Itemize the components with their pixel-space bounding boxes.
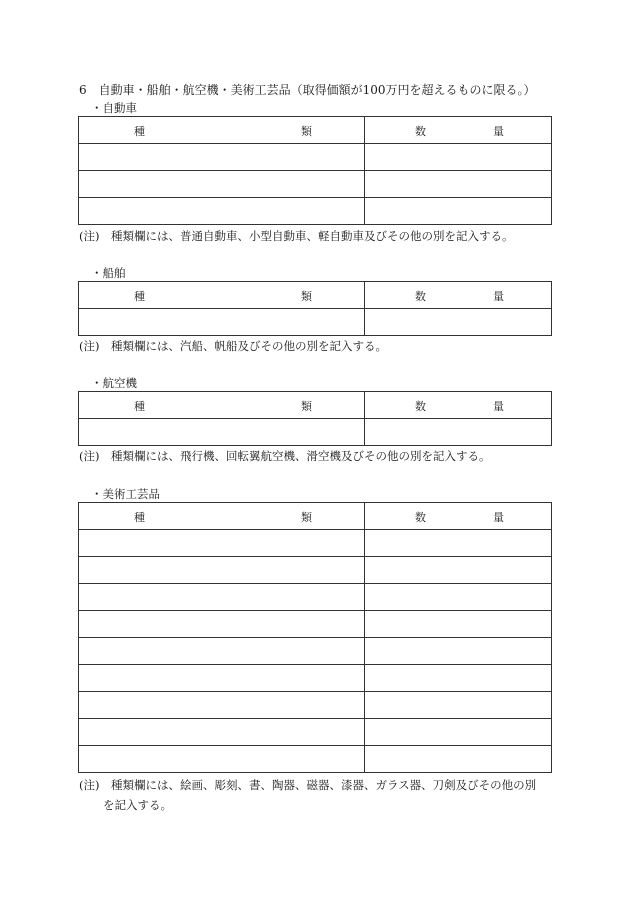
ship-title: ・船舶 [91, 266, 126, 280]
art-note [79, 775, 536, 815]
kind-header-char-b: 類 [301, 400, 312, 413]
quantity-cell[interactable] [365, 557, 552, 584]
kind-cell[interactable] [79, 665, 365, 692]
quantity-cell[interactable] [365, 746, 552, 773]
quantity-cell[interactable] [365, 530, 552, 557]
kind-cell[interactable] [79, 419, 365, 446]
table-row [79, 144, 552, 171]
ship-note-line: (注) 種類欄には、汽船、帆船及びその他の別を記入する。 [79, 339, 387, 353]
car-table [78, 116, 552, 225]
kind-header-char-b: 類 [301, 125, 312, 138]
table-row [79, 719, 552, 746]
table-row [79, 530, 552, 557]
kind-cell[interactable] [79, 719, 365, 746]
quantity-header [365, 117, 552, 144]
table-header-row [79, 392, 552, 419]
table-row [79, 309, 552, 336]
kind-cell[interactable] [79, 557, 365, 584]
kind-cell[interactable] [79, 198, 365, 225]
quantity-cell[interactable] [365, 309, 552, 336]
table-row [79, 692, 552, 719]
aircraft-note-line: (注) 種類欄には、飛行機、回転翼航空機、滑空機及びその他の別を記入する。 [79, 449, 491, 463]
kind-header [79, 503, 365, 530]
table-row [79, 611, 552, 638]
car-title: ・自動車 [91, 101, 137, 115]
kind-cell[interactable] [79, 584, 365, 611]
car-note-line: (注) 種類欄には、普通自動車、小型自動車、軽自動車及びその他の別を記入する。 [79, 229, 514, 243]
aircraft-note [79, 446, 490, 466]
kind-cell[interactable] [79, 144, 365, 171]
kind-header [79, 392, 365, 419]
quantity-cell[interactable] [365, 144, 552, 171]
ship-note [79, 336, 387, 356]
kind-header [79, 117, 365, 144]
kind-cell[interactable] [79, 530, 365, 557]
art-title: ・美術工芸品 [91, 487, 160, 501]
kind-header-char-b: 類 [301, 511, 312, 524]
kind-cell[interactable] [79, 171, 365, 198]
aircraft-table [78, 391, 552, 446]
quantity-header-char-a: 数 [415, 290, 426, 303]
art-table [78, 502, 552, 773]
ship-table [78, 281, 552, 336]
quantity-header-char-a: 数 [415, 511, 426, 524]
kind-header-char-a: 種 [134, 125, 145, 138]
kind-cell[interactable] [79, 692, 365, 719]
quantity-header [365, 282, 552, 309]
table-row [79, 746, 552, 773]
table-row [79, 584, 552, 611]
kind-header [79, 282, 365, 309]
kind-header-char-b: 類 [301, 290, 312, 303]
quantity-cell[interactable] [365, 692, 552, 719]
quantity-cell[interactable] [365, 171, 552, 198]
kind-header-char-a: 種 [134, 400, 145, 413]
kind-header-char-a: 種 [134, 511, 145, 524]
quantity-header-char-a: 数 [415, 400, 426, 413]
kind-cell[interactable] [79, 638, 365, 665]
table-row [79, 198, 552, 225]
art-note-line-2: を記入する。 [103, 798, 172, 812]
car-note [79, 226, 513, 246]
quantity-header-char-a: 数 [415, 125, 426, 138]
kind-cell[interactable] [79, 746, 365, 773]
aircraft-title: ・航空機 [91, 376, 137, 390]
quantity-header-char-b: 量 [493, 400, 504, 413]
table-row [79, 557, 552, 584]
quantity-header-char-b: 量 [493, 290, 504, 303]
table-row [79, 419, 552, 446]
quantity-cell[interactable] [365, 198, 552, 225]
quantity-cell[interactable] [365, 638, 552, 665]
quantity-header-char-b: 量 [493, 511, 504, 524]
quantity-cell[interactable] [365, 584, 552, 611]
quantity-cell[interactable] [365, 665, 552, 692]
table-header-row [79, 503, 552, 530]
quantity-cell[interactable] [365, 719, 552, 746]
art-note-line: (注) 種類欄には、絵画、彫刻、書、陶器、磁器、漆器、ガラス器、刀剣及びその他の別 [79, 778, 537, 792]
table-header-row [79, 117, 552, 144]
table-header-row [79, 282, 552, 309]
section-heading: 6 自動車・船舶・航空機・美術工芸品（取得価額が100万円を超えるものに限る。） [79, 83, 536, 97]
kind-header-char-a: 種 [134, 290, 145, 303]
quantity-cell[interactable] [365, 419, 552, 446]
quantity-header [365, 392, 552, 419]
quantity-header [365, 503, 552, 530]
table-row [79, 171, 552, 198]
quantity-header-char-b: 量 [493, 125, 504, 138]
kind-cell[interactable] [79, 309, 365, 336]
table-row [79, 638, 552, 665]
quantity-cell[interactable] [365, 611, 552, 638]
kind-cell[interactable] [79, 611, 365, 638]
table-row [79, 665, 552, 692]
